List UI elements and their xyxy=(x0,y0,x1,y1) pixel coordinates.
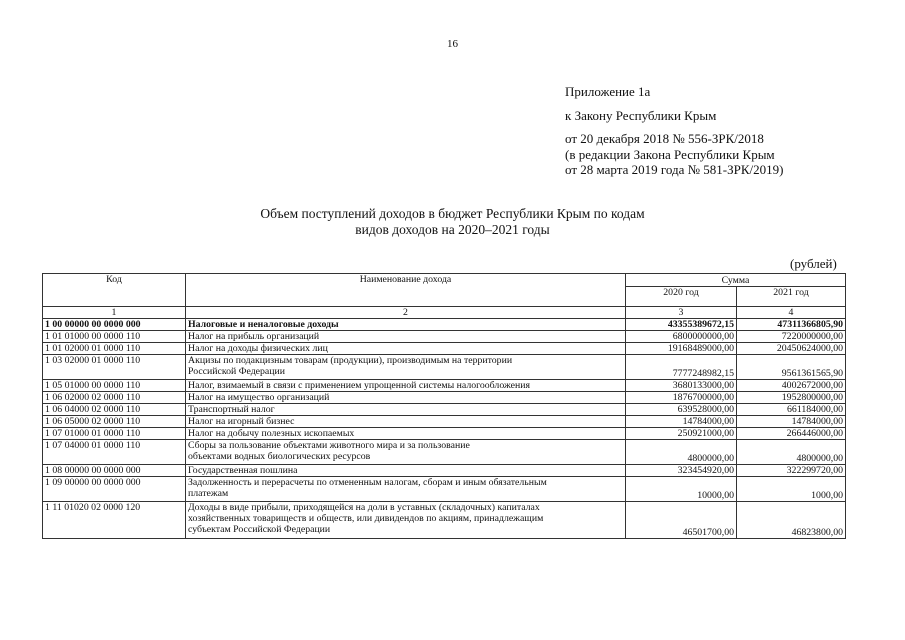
sum-2020: 6800000000,00 xyxy=(626,331,737,343)
income-name-line: Сборы за пользование объектами животного мира и за пользование xyxy=(188,440,470,451)
income-name: Налог на имущество организаций xyxy=(186,392,626,404)
sum-2020: 639528000,00 xyxy=(626,404,737,416)
income-name xyxy=(186,477,626,502)
income-code: 1 06 04000 02 0000 110 xyxy=(43,404,186,416)
income-name-line: Задолженность и перерасчеты по отмененным налогам, сборам и иным обязательным xyxy=(188,477,547,488)
income-name xyxy=(186,440,626,465)
income-name xyxy=(186,502,626,539)
sum-2021: 14784000,00 xyxy=(737,416,846,428)
sum-2021: 47311366805,90 xyxy=(737,319,846,331)
income-code: 1 06 05000 02 0000 110 xyxy=(43,416,186,428)
income-name-line: субъектам Российской Федерации xyxy=(188,524,331,535)
income-code: 1 09 00000 00 0000 000 xyxy=(43,477,186,502)
table-row xyxy=(43,380,846,392)
appendix-line: (в редакции Закона Республики Крым xyxy=(565,146,775,162)
column-number: 4 xyxy=(737,307,846,319)
header-sum: Сумма xyxy=(626,274,846,287)
sum-2021: 1000,00 xyxy=(737,477,846,502)
table-row xyxy=(43,343,846,355)
header-2021: 2021 год xyxy=(737,287,846,307)
title-line: Объем поступлений доходов в бюджет Республики Крым по кодам xyxy=(260,206,645,221)
appendix-line: от 28 марта 2019 года № 581-ЗРК/2019) xyxy=(565,162,784,177)
income-code: 1 06 02000 02 0000 110 xyxy=(43,392,186,404)
income-name-line: Доходы в виде прибыли, приходящейся на доли в уставных (складочных) капиталах xyxy=(188,502,540,513)
unit-label: (рублей) xyxy=(790,256,837,271)
sum-2021: 9561361565,90 xyxy=(737,355,846,380)
income-name: Налог на прибыль организаций xyxy=(186,331,626,343)
income-name: Транспортный налог xyxy=(186,404,626,416)
sum-2020: 19168489000,00 xyxy=(626,343,737,355)
document-title xyxy=(0,206,905,238)
income-name-line: платежам xyxy=(188,488,229,499)
sum-2020: 323454920,00 xyxy=(626,465,737,477)
income-code: 1 07 04000 01 0000 110 xyxy=(43,440,186,465)
header-2020: 2020 год xyxy=(626,287,737,307)
sum-2020: 46501700,00 xyxy=(626,502,737,539)
table-row xyxy=(43,428,846,440)
sum-2021: 4002672000,00 xyxy=(737,380,846,392)
income-name: Налог, взимаемый в связи с применением упрощенной системы налогообложения xyxy=(186,380,626,392)
appendix-line: от 20 декабря 2018 № 556-ЗРК/2018 xyxy=(565,131,764,146)
table-row xyxy=(43,392,846,404)
income-code: 1 05 01000 00 0000 110 xyxy=(43,380,186,392)
income-code: 1 03 02000 01 0000 110 xyxy=(43,355,186,380)
income-name-line: объектами водных биологических ресурсов xyxy=(188,451,371,462)
header-name: Наименование дохода xyxy=(186,274,626,307)
income-code: 1 01 01000 00 0000 110 xyxy=(43,331,186,343)
sum-2021: 4800000,00 xyxy=(737,440,846,465)
table-row xyxy=(43,440,846,465)
table-row xyxy=(43,465,846,477)
column-number-row xyxy=(43,307,846,319)
income-name-line: хозяйственных товариществ и обществ, или дивидендов по акциям, принадлежащим xyxy=(188,513,544,524)
sum-2020: 3680133000,00 xyxy=(626,380,737,392)
column-number: 2 xyxy=(186,307,626,319)
table-row xyxy=(43,502,846,539)
column-number: 1 xyxy=(43,307,186,319)
sum-2020: 7777248982,15 xyxy=(626,355,737,380)
income-code: 1 11 01020 02 0000 120 xyxy=(43,502,186,539)
income-code: 1 08 00000 00 0000 000 xyxy=(43,465,186,477)
income-name: Налог на добычу полезных ископаемых xyxy=(186,428,626,440)
title-line: видов доходов на 2020–2021 годы xyxy=(355,222,550,237)
income-name: Государственная пошлина xyxy=(186,465,626,477)
sum-2020: 10000,00 xyxy=(626,477,737,502)
table-header-row xyxy=(43,274,846,287)
page-number: 16 xyxy=(447,38,458,50)
sum-2020: 250921000,00 xyxy=(626,428,737,440)
appendix-block xyxy=(565,84,783,178)
sum-2020: 43355389672,15 xyxy=(626,319,737,331)
header-code: Код xyxy=(43,274,186,307)
income-code: 1 01 02000 01 0000 110 xyxy=(43,343,186,355)
sum-2021: 46823800,00 xyxy=(737,502,846,539)
table-row xyxy=(43,355,846,380)
income-name-line: Акцизы по подакцизным товарам (продукции), производимым на территории xyxy=(188,355,513,366)
revenue-table xyxy=(42,273,846,539)
sum-2020: 4800000,00 xyxy=(626,440,737,465)
income-name-line: Российской Федерации xyxy=(188,366,285,377)
sum-2021: 661184000,00 xyxy=(737,404,846,416)
table-row xyxy=(43,404,846,416)
income-name xyxy=(186,355,626,380)
table-row xyxy=(43,416,846,428)
table-row xyxy=(43,319,846,331)
appendix-line: к Закону Республики Крым xyxy=(565,107,717,123)
sum-2021: 20450624000,00 xyxy=(737,343,846,355)
income-code: 1 07 01000 01 0000 110 xyxy=(43,428,186,440)
sum-2020: 14784000,00 xyxy=(626,416,737,428)
income-name: Налог на игорный бизнес xyxy=(186,416,626,428)
sum-2020: 1876700000,00 xyxy=(626,392,737,404)
table-row xyxy=(43,477,846,502)
income-name: Налог на доходы физических лиц xyxy=(186,343,626,355)
column-number: 3 xyxy=(626,307,737,319)
income-name: Налоговые и неналоговые доходы xyxy=(186,319,626,331)
income-code: 1 00 00000 00 0000 000 xyxy=(43,319,186,331)
sum-2021: 266446000,00 xyxy=(737,428,846,440)
sum-2021: 322299720,00 xyxy=(737,465,846,477)
table-row xyxy=(43,331,846,343)
sum-2021: 1952800000,00 xyxy=(737,392,846,404)
sum-2021: 7220000000,00 xyxy=(737,331,846,343)
appendix-line: Приложение 1а xyxy=(565,84,651,99)
